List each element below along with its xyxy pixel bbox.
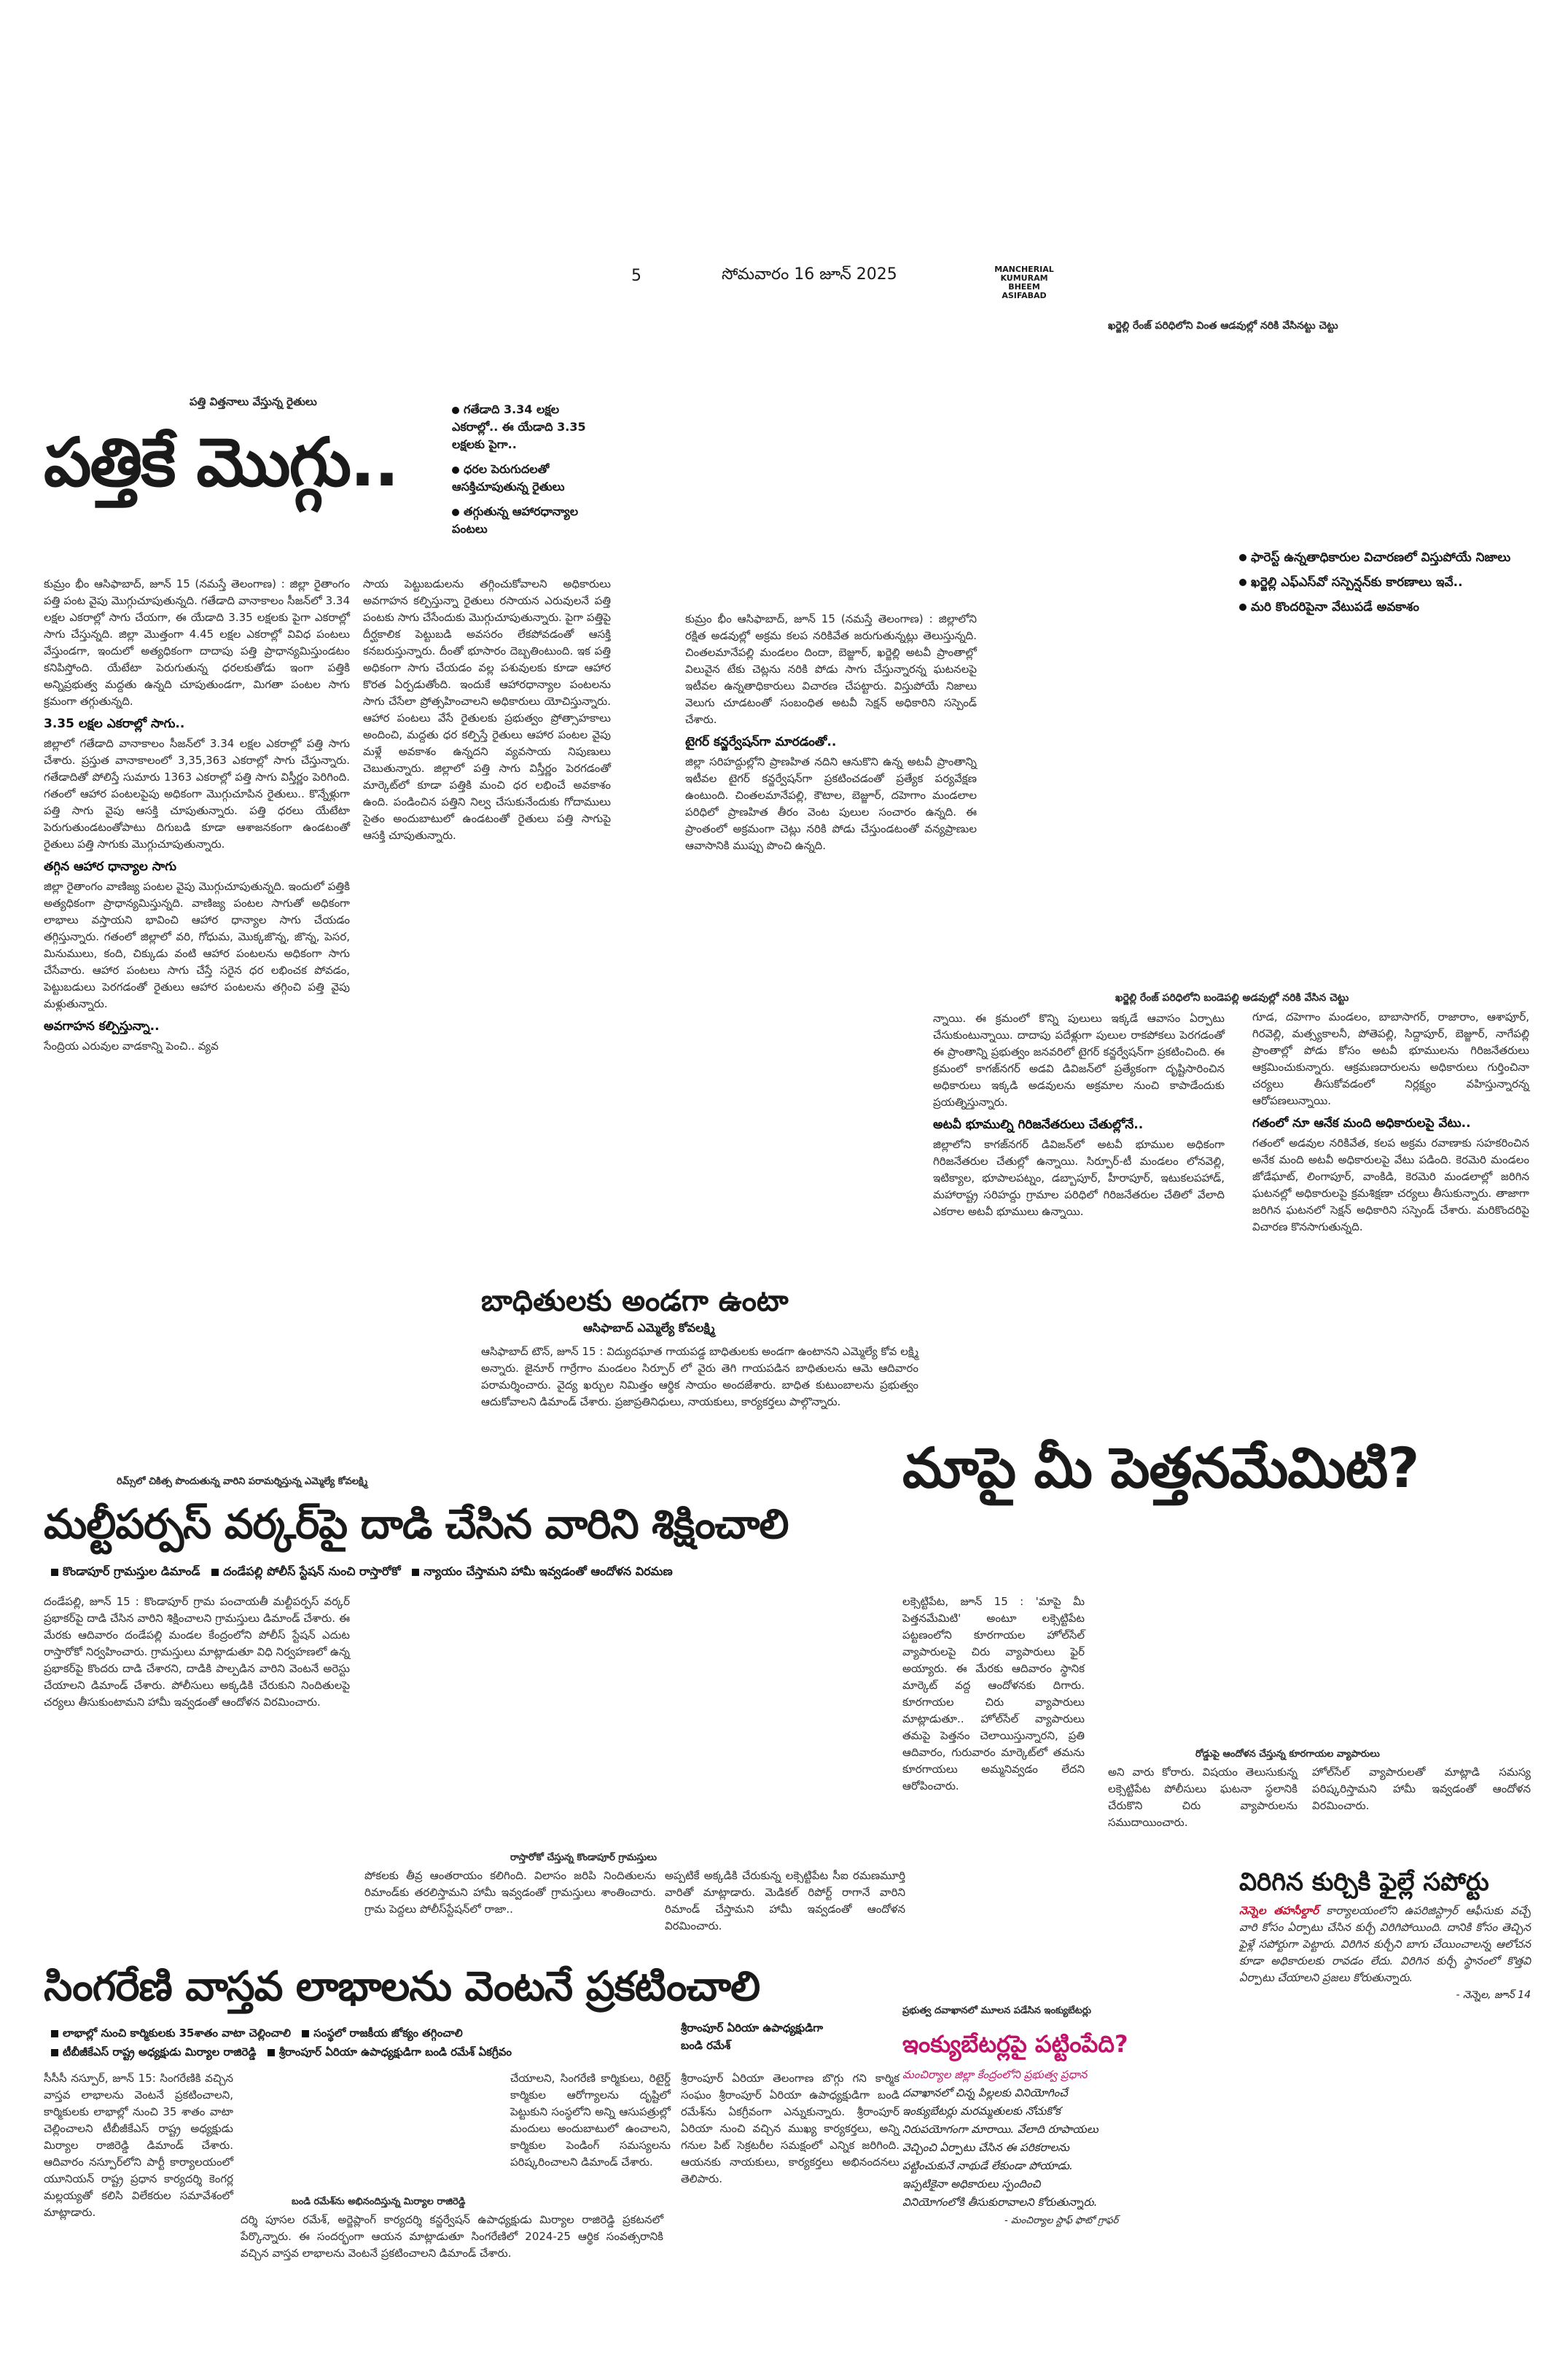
bullet-item: తగ్గుతున్న ఆహారధాన్యాల పంటలు (452, 504, 579, 536)
paragraph: జిల్లా సరిహద్దుల్లోని ప్రాణహిత నదిని ఆనుకొని ఉన్న అటవీ ప్రాంతాన్ని ఇటీవల టైగర్ కన్జర్వేషన్‌గా ప్రకటించడంతో ప్రత్యేక పర్యవేక్షణ ఉంటుంది. చింతలమానేపల్లి, కౌటాల, బెజ్జూర్, దహెగాం మండలాల పరిధిలో ప్రాణహిత తీరం వెంట పులుల సంచారం ఉన్నది. ఈ ప్రాంతంలో అక్రమంగా చెట్లు నరికి పోడు చేస్తుండటంతో వన్యప్రాణుల ఆవాసానికి ముప్పు పొంచి ఉన్నది. (685, 755, 977, 852)
paragraph: గతంలో అడవుల నరికివేత, కలప అక్రమ రవాణాకు సహకరించిన అనేక మంది అటవీ అధికారులపై వేటు పడింది. కెరమెరి మండలం జోడేఘాట్, లింగాపూర్, వాంకిడి, కెరమెరి మండలాల్లో జరిగిన ఘటనల్లో అధికారులపై క్రమశిక్షణా చర్యలు తీసుకున్నారు. తాజాగా జరిగిన ఘటనలో సెక్షన్ అధికారిని సస్పెండ్ చేశారు. మరికొందరిపై విచారణ కొనసాగుతున్నది. (1252, 1136, 1529, 1233)
paragraph: జిల్లా రైతాంగం వాణిజ్య పంటల వైపు మొగ్గుచూపుతున్నది. ఇందులో పత్తికి అత్యధికంగా ప్రాధాన్యమిస్తున్నది. వాణిజ్య పంటల సాగుతో అధికంగా లాభాలు వస్తాయని భావించి ఆహార ధాన్యాల సాగు చేయడం తగ్గిస్తున్నారు. గతంలో జిల్లాలో వరి, గోధుమ, మొక్కజొన్న, జొన్న, పెసర, మినుములు, కంది, చిక్కుడు వంటి ఆహార పంటలను అధికంగా సాగు చేసేవారు. ఆహార పంటలు సాగు చేస్తే సరైన ధర లభించక పోవడం, పెట్టుబడులు పెరగడంతో రైతులు ఆహార పంటలను తగ్గించి పత్తి వైపు మళ్లుతున్నారు. (44, 880, 350, 1010)
singareni-headline: సింగరేణి వాస్తవ లాభాలను వెంటనే ప్రకటించాలి (44, 1963, 760, 2010)
bullet-item: కొండాపూర్ గ్రామస్తుల డిమాండ్ (44, 1564, 200, 1578)
paragraph: కుమ్రం భీం ఆసిఫాబాద్, జూన్ 15 (నమస్తే తెలంగాణ) : జిల్లా రైతాంగం పత్తి పంట వైపు మొగ్గుచూపుతున్నది. గతేడాది వానాకాలం సీజన్‌లో 3.34 లక్షల ఎకరాల్లో సాగు చేయగా, ఈ యేడాది 3.35 లక్షలకు పైగా ఎకరాల్లో సాగు చేస్తున్నది. జిల్లా మొత్తంగా 4.45 లక్షల ఎకరాల్లో వివిధ పంటలు వేస్తుండగా, ఇందులో అత్యధికంగా దాదాపు పత్తి ప్రాధాన్యమిస్తుండటం కనిపిస్తోంది. యేటేటా పెరుగుతున్న ధరలకుతోడు ఇంగా పత్తికి అన్నిప్రభుత్వ మద్దతు ఉన్నది చూపుతుండగా, మిగతా పంటల సాగు క్రమంగా తగ్గుతున్నది. (44, 577, 350, 708)
bullet-item: దండేపల్లి పోలీస్ స్టేషన్ నుంచి రాస్తారోకో (204, 1564, 400, 1578)
worker-column-1: దండేపల్లి, జూన్ 15 : కొండాపూర్ గ్రామ పంచాయతీ మల్టీపర్పస్ వర్కర్ ప్రభాకర్‌పై దాడి చేసిన వారిని శిక్షించాలని గ్రామస్తులు డిమాండ్ చేశారు. ఈ మేరకు ఆదివారం దండేపల్లి మండల కేంద్రంలోని పోలీస్ స్టేషన్ ఎదుట రాస్తారోకో నిర్వహించారు. గ్రామస్తులు మాట్లాడుతూ విధి నిర్వహణలో ఉన్న ప్రభాకర్‌పై కొందరు దాడి చేశారని, దాడికి పాల్పడిన వారిని వెంటనే అరెస్టు చేయాలని డిమాండ్ చేశారు. పోలీసులు అక్కడికి చేరుకుని నిందితులపై చర్యలు తీసుకుంటామని హామీ ఇవ్వడంతో ఆందోళన విరమించారు. (44, 1595, 350, 1709)
cotton-column-2: సాయ పెట్టుబడులను తగ్గించుకోవాలని అధికారులు అవగాహన కల్పిస్తున్నా రైతులు రసాయన ఎరువులనే పత్తి పంటకు సాగు చేసేందుకు మొగ్గుచూపుతున్నారు. పైగా పత్తిపై దీర్ఘకాలిక పెట్టుబడి అవసరం లేకపోవడంతో ఆసక్తి కనబరుస్తున్నారు. దీంతో భూసారం దెబ్బతింటుంది. ఇక పత్తి అధికంగా సాగు చేయడం వల్ల పశువులకు కూడా ఆహార కొరత ఏర్పడుతోంది. ఇందుకే ఆహారధాన్యాల పంటలను సాగు చేసేలా ప్రోత్సహించాలని అధికారులు యోచిస్తున్నారు. ఆహార పంటలు వేసే రైతులకు ప్రభుత్వం ప్రోత్సాహకాలు అందించి, మద్దతు ధర కల్పిస్తే రైతులు ఆహార పంటల వైపు మళ్లే అవకాశం ఉన్నదని వ్యవసాయ నిపుణులు చెబుతున్నారు. జిల్లాలో పత్తి సాగు విస్తీర్ణం పెరగడంతో మార్కెట్‌లో కూడా పత్తికి మంచి ధర లభించే అవకాశం ఉంది. పండించిన పత్తిని నిల్వ చేసుకునేందుకు గోదాములు సైతం అందుబాటులో ఉండటంతో రైతులు పత్తి సాగుపై ఆసక్తి చూపుతున్నారు. (363, 577, 611, 842)
issue-date: సోమవారం 16 జూన్ 2025 (722, 265, 897, 284)
edition-line: KUMURAM BHEEM (1000, 273, 1048, 292)
cotton-headline: పత్తికే మొగ్గు.. (44, 424, 398, 502)
bullet-icon (51, 2030, 58, 2037)
traders-headline: మాపై మీ పెత్తనమేమిటి? (902, 1435, 1419, 1500)
paragraph: గూడ, దహెగాం మండలం, బాబాసాగర్, రాజారాం, ఆశాపూర్, గిరవెల్లి, మత్స్యకాలనీ, పోతెపల్లి, సిద్దాపూర్, బెజ్జూర్, నాగేపల్లి ప్రాంతాల్లో పోడు కోసం అటవీ భూములను గిరిజనేతరులు ఆక్రమించుకున్నారు. ఆక్రమణదారులను అధికారులు గుర్తించినా చర్యలు తీసుకోవడంలో నిర్లక్ష్యం వహిస్తున్నారన్న ఆరోపణలున్నాయి. (1252, 1010, 1529, 1107)
singareni-column-4: దర్శి పూసల రమేశ్, అర్జెప్లాంగ్ కార్యదర్శి కన్జర్వేషన్ ఉపాధ్యక్షుడు మిర్యాల రాజిరెడ్డి ప్రకటనలో పేర్కొన్నారు. ఈ సందర్భంగా ఆయన మాట్లాడుతూ సింగరేణిలో 2024-25 ఆర్థిక సంవత్సరానికి వచ్చిన వాస్తవ లాభాలను వెంటనే ప్రకటించాలని డిమాండ్ చేశారు. (241, 2213, 663, 2260)
subheading: 3.35 లక్షల ఎకరాల్లో సాగు.. (44, 717, 185, 731)
edition-line: ASIFABAD (1002, 291, 1047, 300)
bullet-icon (1239, 604, 1246, 611)
paragraph: జిల్లాలో గతేడాది వానాకాలం సీజన్‌లో 3.34 లక్షల ఎకరాల్లో పత్తి సాగు చేశారు. ప్రస్తుత వానాకాలంలో 3,35,363 ఎకరాల్లో సాగు చేస్తున్నారు. గతేడాదితో పోలిస్తే సుమారు 1363 ఎకరాల్లో పత్తి సాగు విస్తీర్ణం పెరిగింది. గతంలో ఆహార పంటలపైపు అధికంగా మొగ్గుచూపిన రైతులు.. కొన్నేళ్లుగా పత్తి సాగు వైపు ఆసక్తి చూపుతున్నారు. పత్తి ధరలు యేటేటా పెరుగుతుండటంతోపాటు దిగుబడి కూడా ఆశాజనకంగా ఉండటంతో రైతులు పత్తి సాగుకు మొగ్గుచూపుతున్నారు. (44, 737, 350, 851)
edition-name (984, 265, 1064, 300)
singareni-bullets (44, 2024, 671, 2061)
forest-column-1 (685, 611, 977, 854)
chair-byline: నెన్నెల తహసీల్దార్ (1239, 1904, 1319, 1917)
incubator-line: మంచిర్యాల జిల్లా కేంద్రంలోని ప్రభుత్వ ప్రధాన (902, 2068, 1088, 2081)
subheading: అవగాహన కల్పిస్తున్నా.. (44, 1019, 160, 1034)
singareni-column-3: శ్రీరాంపూర్ ఏరియా తెలంగాణ బొగ్గు గని కార్మిక సంఘం శ్రీరాంపూర్ ఏరియా ఉపాధ్యక్షుడిగా బండి రమేశ్‌ను ఏకగ్రీవంగా ఎన్నుకున్నారు. శ్రీరాంపూర్ ఏరియా నుంచి వచ్చిన ముఖ్య కార్యకర్తలు, అన్ని గనుల పిట్ సెక్రటరీల సమక్షంలో ఎన్నిక జరిగింది. ఆయనకు నాయకులు, కార్యకర్తలు అభినందనలు తెలిపారు. (681, 2072, 900, 2185)
worker-column-2: పోకలకు తీవ్ర ఆంతరాయం కలిగింది. విలాసం జరిపి నిందితులను రిమాండ్‌కు తరలిస్తామని హామీ ఇవ్వడంతో గ్రామస్తులు శాంతించారు. గ్రామ పెద్దలు పోలీస్‌స్టేషన్‌లో రాజా.. (364, 1869, 656, 1916)
bullet-icon (302, 2030, 309, 2037)
bullet-icon (452, 467, 459, 474)
bullet-icon (452, 407, 459, 414)
cotton-column-1 (44, 576, 350, 1055)
incubator-line: ఇప్పటికైనా అధికారులు స్పందించి (902, 2177, 1041, 2190)
chair-text: కార్యాలయంలోని ఉపరిజిస్ట్రార్ ఆఫీసుకు వచ్చే వారి కోసం ఏర్పాటు చేసిన కుర్చీ విరిగిపోయింది. దానికి కోసం తెచ్చిన ఫైళ్లే సపోర్టుగా పెట్టారు. విరిగిన కుర్చీని బాగు చేయించాలన్న ఆలోచన కూడా అధికారులకు రావడం లేదు. విరిగిన కుర్చీ స్థానంలో కొత్తవి ఏర్పాటు చేయాలని ప్రజలు కోరుతున్నారు. (1239, 1904, 1531, 1984)
bullet-item: న్యాయం చేస్తామని హామీ ఇవ్వడంతో ఆందోళన విరమణ (405, 1564, 673, 1578)
bullet-item: గతేడాది 3.34 లక్షల ఎకరాల్లో.. ఈ యేడాది 3.35 లక్షలకు పైగా.. (452, 402, 586, 451)
cotton-article (44, 394, 612, 1123)
traders-photo-caption: రోడ్డుపై ఆందోళన చేస్తున్న కూరగాయల వ్యాపారులు (1195, 1749, 1380, 1760)
bullet-item: లాభాల్లో నుంచి కార్మికులకు 35శాతం వాటా చెల్లించాలి (44, 2026, 291, 2040)
worker-photo-caption: రాస్తారోకో చేస్తున్న కొండాపూర్ గ్రామస్తులు (510, 1852, 657, 1863)
incubator-box (902, 2003, 1529, 2230)
traders-column-1: లక్సెట్టిపేట, జూన్ 15 : 'మాపై మీ పెత్తనమేమిటి' అంటూ లక్సెట్టిపేట పట్టణంలోని కూరగాయల హోల్‌సేల్ వ్యాపారులపై చిరు వ్యాపారులు ఫైర్ అయ్యారు. ఈ మేరకు ఆదివారం స్థానిక మార్కెట్ వద్ద ఆందోళనకు దిగారు. కూరగాయల చిరు వ్యాపారులు మాట్లాడుతూ.. హోల్‌సేల్ వ్యాపారులు తమపై పెత్తనం చెలాయిస్తున్నారని, ప్రతి ఆదివారం, గురువారం మార్కెట్‌లో తమను కూరగాయలు అమ్మనివ్వడం లేదని ఆరోపించారు. (902, 1595, 1085, 1792)
forest-bullets (1239, 548, 1531, 617)
worker-headline: మల్టీపర్పస్ వర్కర్‌పై దాడి చేసిన వారిని శిక్షించాలి (44, 1501, 789, 1548)
support-byline: ఆసిఫాబాద్ ఎమ్మెల్యే కోవలక్ష్మి (583, 1321, 715, 1335)
subheading: అటవీ భూముల్ని గిరిజనేతరులు చేతుల్లోనే.. (933, 1117, 1144, 1132)
bullet-icon (51, 1569, 58, 1576)
singareni-sidebar-title: శ్రీరాంపూర్ ఏరియా ఉపాధ్యక్షుడిగా బండి రమేశ్ (681, 2021, 824, 2052)
bullet-row (44, 2042, 671, 2061)
support-article (481, 1283, 918, 1411)
forest-photo-caption: ఖర్జెల్లి రేంజ్ పరిధిలోని బండెపల్లి అడవుల్లో నరికి వేసిన చెట్టు (1115, 992, 1349, 1004)
bullet-icon (412, 1569, 419, 1576)
paragraph: జిల్లాలోని కాగజ్‌నగర్ డివిజన్‌లో అటవీ భూముల అధికంగా గిరిజనేతరుల చేతుల్లో ఉన్నాయి. సిర్పూర్-టీ మండలం లోనవెల్లి, ఇటిక్యాల, భూపాలపట్నం, డబ్బాపూర్, హీరాపూర్, ఇటుకలపహాడ్, మహారాష్ట్ర సరిహద్దు గ్రామాల పరిధిలో గిరిజనేతరుల చేతిలో వేలాది ఎకరాల అటవీ భూములు ఉన్నాయి. (933, 1138, 1225, 1218)
incubator-line: నిరుపయోగంగా మారాయి. వేలాది రూపాయలు (902, 2123, 1099, 2136)
incubator-photo-caption: ప్రభుత్వ దవాఖానలో మూలన పడేసిన ఇంక్యుబేటర్లు (902, 2005, 1092, 2016)
incubator-title: ఇంక్యుబేటర్లపై పట్టింపేది? (902, 2030, 1128, 2058)
incubator-credit: - మంచిర్యాల స్టాఫ్ ఫొటో గ్రాఫర్ (1004, 2215, 1119, 2226)
bullet-row (44, 2024, 671, 2042)
singareni-column-1: సీసీసీ నస్పూర్, జూన్ 15: సింగరేణికి వచ్చిన వాస్తవ లాభాలను వెంటనే ప్రకటించాలని, కార్మికులకు లాభాల్లో నుంచి 35 శాతం వాటా చెల్లించాలని టీబీజీకేఎస్ రాష్ట్ర అధ్యక్షుడు మిర్యాల రాజిరెడ్డి డిమాండ్ చేశారు. ఆదివారం నస్పూర్‌లోని పార్టీ కార్యాలయంలో యూనియన్ రాష్ట్ర ప్రధాన కార్యదర్శి కెంగర్ల మల్లయ్యతో కలిసి విలేకరుల సమావేశంలో మాట్లాడారు. (44, 2072, 233, 2219)
chair-body (1239, 1903, 1531, 1986)
subheading: గతంలో నూ ఆనేక మంది అధికారులపై వేటు.. (1252, 1116, 1471, 1131)
traders-column-3: హోల్‌సేల్ వ్యాపారులతో మాట్లాడి సమస్య పరిష్కరిస్తామని హామీ ఇవ్వడంతో ఆందోళన విరమించారు. (1312, 1766, 1531, 1812)
bullet-item: టీబీజీకేఎస్ రాష్ట్ర అధ్యక్షుడు మిర్యాల రాజిరెడ్డి (44, 2045, 257, 2059)
bullet-item: ఫారెస్ట్ ఉన్నతాధికారుల విచారణలో విస్తుపోయే నిజాలు (1239, 548, 1531, 567)
incubator-line: దవాఖానలో చిన్న పిల్లలకు వినియోగించే (902, 2086, 1068, 2099)
incubator-line: వెచ్చించి ఏర్పాటు చేసిన ఈ పరికరాలను (902, 2141, 1069, 2154)
cotton-bullets (452, 401, 598, 538)
chair-credit: - నెన్నెల, జూన్ 14 (1456, 1989, 1531, 2001)
incubator-line: వినియోగంలోకి తీసుకురావాలని కోరుతున్నారు. (902, 2196, 1098, 2209)
incubator-lines (902, 2066, 1529, 2230)
bullet-item: సంస్థలో రాజకీయ జోక్యం తగ్గించాలి (294, 2026, 463, 2040)
forest-column-3 (933, 1010, 1225, 1220)
worker-bullets (44, 1564, 904, 1581)
paragraph: కుమ్రం భీం ఆసిఫాబాద్, జూన్ 15 (నమస్తే తెలంగాణ) : జిల్లాలోని రక్షిత అడవుల్లో అక్రమ కలప నరికివేత జరుగుతున్నట్లు తెలుస్తున్నది. చింతలమానేపల్లి మండలం దిందా, బెజ్జూర్, ఖర్జెల్లి అటవీ ప్రాంతాల్లో విలువైన టేకు చెట్లను నరికి పోడు సాగు చేస్తున్నారన్న ఘటనలపై ఇటీవల ఉన్నతాధికారులు విచారణ చేపట్టారు. విస్తుపోయే నిజాలు వెలుగు చూడటంతో సంబంధిత అటవీ సెక్షన్ అధికారిని సస్పెండ్ చేశారు. (685, 612, 977, 726)
support-photo-caption: రిమ్స్‌లో చికిత్స పొందుతున్న వారిని పరామర్శిస్తున్న ఎమ్మెల్యే కోవలక్ష్మి (117, 1476, 368, 1487)
bullet-icon (1239, 554, 1246, 561)
chair-headline: విరిగిన కుర్చికి ఫైల్లే సపోర్టు (1239, 1868, 1489, 1897)
subheading: టైగర్ కన్జర్వేషన్‌గా మారడంతో.. (685, 735, 837, 749)
incubator-line: పట్టించుకునే నాథుడే లేకుండా పోయాడు. (902, 2159, 1073, 2172)
forest-right-column (1252, 1009, 1529, 1236)
incubator-line: ఇంక్యుబేటర్లు మరమ్మతులకు నోచుకోక (902, 2104, 1061, 2118)
singareni-photo-caption: బండి రమేశ్‌ను అభినందిస్తున్న మిర్యాల రాజిరెడ్డి (292, 2196, 466, 2207)
bullet-item: శ్రీరాంపూర్ ఏరియా ఉపాధ్యక్షుడిగా బండి రమేశ్ ఏకగ్రీవం (260, 2045, 512, 2059)
subheading: తగ్గిన ఆహార ధాన్యాల సాగు (44, 859, 177, 874)
top-photo-caption: ఖర్జెల్లి రేంజ్ పరిధిలోని వింత ఆడవుల్లో నరికి వేసినట్టు చెట్టు (1108, 320, 1338, 332)
support-headline: బాధితులకు అండగా ఉంటా (481, 1284, 789, 1318)
page-number: 5 (631, 267, 641, 285)
bullet-icon (1239, 579, 1246, 586)
worker-column-3: అప్పటికే అక్కడికి చేరుకున్న లక్సెట్టిపేట సీఐ రమణమూర్తి వారితో మాట్లాడారు. మెడికల్ రిపోర్ట్ రాగానే వారిని రిమాండ్ చేస్తామని హామీ ఇవ్వడంతో ఆందోళన విరమించారు. (665, 1869, 905, 1932)
cotton-kicker: పత్తి విత్తనాలు వేస్తున్న రైతులు (190, 395, 317, 408)
bullet-item: మరి కొందరిపైనా వేటుపడే అవకాశం (1239, 598, 1531, 617)
chair-brief (1239, 1866, 1531, 2003)
paragraph: న్నాయి. ఈ క్రమంలో కొన్ని పులులు ఇక్కడే ఆవాసం ఏర్పాటు చేసుకుంటున్నాయి. దాదాపు పదేళ్లుగా పులుల రాకపోకలు పెరగడంతో ఈ ప్రాంతాన్ని ప్రభుత్వం జనవరిలో టైగర్ కన్జర్వేషన్‌గా ప్రకటించింది. ఈ క్రమంలో కాగజ్‌నగర్ అడవి డివిజన్‌లో ప్రత్యేకంగా దృష్టిసారించిన అధికారులు ఇక్కడి అడవులను అక్రమాల నుంచి కాపాడేందుకు ప్రయత్నిస్తున్నారు. (933, 1012, 1225, 1109)
bullet-icon (211, 1569, 219, 1576)
paragraph: సేంద్రియ ఎరువుల వాడకాన్ని పెంచి.. వ్యవ (44, 1039, 219, 1053)
bullet-icon (452, 509, 459, 516)
support-body: ఆసిఫాబాద్ టౌన్, జూన్ 15 : విద్యుదఘాత గాయపడ్డ బాధితులకు అండగా ఉంటానని ఎమ్మెల్యే కోవ లక్ష్మి అన్నారు. జైనూర్ గార్రేగాం మండలం సిర్పూర్ లో వైరు తెగి గాయపడిన బాధితులను ఆమె ఆదివారం పరామర్శించారు. వైద్య ఖర్చుల నిమిత్తం ఆర్థిక సాయం అందజేశారు. బాధిత కుటుంబాలను ప్రభుత్వం ఆదుకోవాలని డిమాండ్ చేశారు. ప్రజాప్రతినిధులు, నాయకులు, కార్యకర్తలు పాల్గొన్నారు. (481, 1345, 918, 1408)
edition-line: MANCHERIAL (994, 265, 1054, 274)
bullet-item: ధరల పెరుగుదలతో ఆసక్తిచూపుతున్న రైతులు (452, 462, 565, 493)
traders-column-2: అని వారు కోరారు. విషయం తెలుసుకున్న లక్సెట్టిపేట పోలీసులు ఘటనా స్థలానికి చేరుకొని చిరు వ్యాపారులను సముదాయించారు. (1108, 1766, 1298, 1829)
masthead (0, 0, 1557, 332)
singareni-column-2: చేయాలని, సింగరేణి కార్మికులు, రిటైర్డ్ కార్మికుల ఆరోగ్యాలను దృష్టిలో పెట్టుకుని సంస్థలోని అన్ని ఆసుపత్రుల్లో మందులు అందుబాటులో ఉంచాలని, కార్మికుల పెండింగ్ సమస్యలను పరిష్కరించాలని డిమాండ్ చేశారు. (510, 2072, 671, 2169)
bullet-item: ఖర్జెల్లి ఎఫ్‌ఎస్‌వో సస్పెన్షన్‌కు కారణాలు ఇవే.. (1239, 573, 1531, 592)
bullet-icon (268, 2049, 275, 2056)
bullet-icon (51, 2049, 58, 2056)
